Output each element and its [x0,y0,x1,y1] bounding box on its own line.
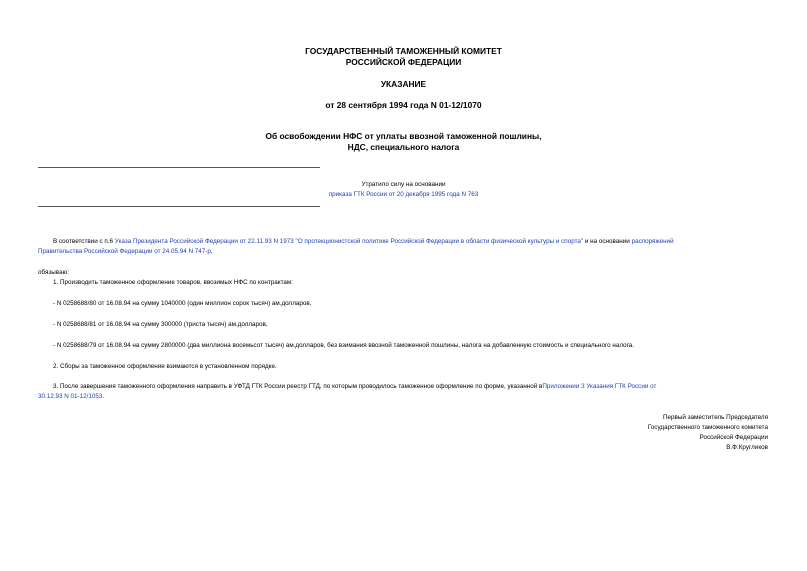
paragraph-1-line2 [38,248,213,256]
signature-line2: Государственного таможенного комитета [647,424,768,431]
p1-end: , [210,248,213,255]
p1-mid: и на основании [584,238,630,245]
obligate-text: обязываю: [38,269,70,276]
status-top-divider [38,167,320,168]
item3-end: . [102,393,105,400]
item-2: 2. Сборы за таможенное оформление взимаются в установленном порядке. [53,363,277,370]
item-3-line2 [38,393,104,401]
item-3-line1 [53,383,656,391]
government-order-link-part1[interactable]: распоряжений [631,238,674,245]
appendix-3-link-part2[interactable]: 30.12.93 N 01-12/1053 [38,393,103,400]
government-order-link-part2[interactable]: Правительства Российской Федерации от 24.05.94 N 747-р [38,248,211,255]
item3-prefix: 3. После завершения таможенного оформления направить в УФТД ГТК России реестр ГТД, по которым проводилось таможенное оформление по форме, указанной в [53,383,543,390]
doc-date: от 28 сентября 1994 года N 01-12/1070 [325,100,482,110]
signature-line3: Российской Федерации [699,434,768,441]
contract-2: - N 0258688/81 от 16.08.94 на сумму 300000 (триста тысяч) ам.долларов, [53,321,268,328]
item-1: 1. Производить таможенное оформление товаров, ввозимых НФС по контрактам: [53,279,293,286]
paragraph-1-line1 [53,238,674,246]
presidential-decree-link[interactable]: Указа Президента Российской Федерации от 22.11.93 N 1973 "О протекционистской политике Российской Федерации в области физической культуры и спорта" [114,238,584,245]
status-bottom-divider [38,206,320,207]
signature-line1: Первый заместитель Председателя [662,414,768,421]
status-text: Утратило силу на основании [361,181,446,188]
doc-title-line2: НДС, специального налога [347,142,460,152]
p1-prefix: В соответствии с п.6 [53,238,114,245]
signature-name: В.Ф.Кругликов [726,444,768,451]
contract-1: - N 0258688/80 от 16.08.94 на сумму 1040000 (один миллион сорок тысяч) ам.долларов, [53,300,312,307]
org-name-line2: РОССИЙСКОЙ ФЕДЕРАЦИИ [345,57,462,67]
org-name-line1: ГОСУДАРСТВЕННЫЙ ТАМОЖЕННЫЙ КОМИТЕТ [305,46,502,56]
doc-title-line1: Об освобождении НФС от уплаты ввозной таможенной пошлины, [265,131,542,141]
doc-type: УКАЗАНИЕ [380,79,427,89]
appendix-3-link-part1[interactable]: Приложении 3 Указания ГТК России от [542,383,657,390]
contract-3: - N 0258688/79 от 16.08.94 на сумму 2800000 (два миллиона восемьсот тысяч) ам.долларов, без взимания ввозной таможенной пошлины, налога на добавленную стоимость и специального налога. [53,342,634,349]
repeal-order-link[interactable]: приказа ГТК России от 20 декабря 1995 года N 763 [328,191,479,198]
